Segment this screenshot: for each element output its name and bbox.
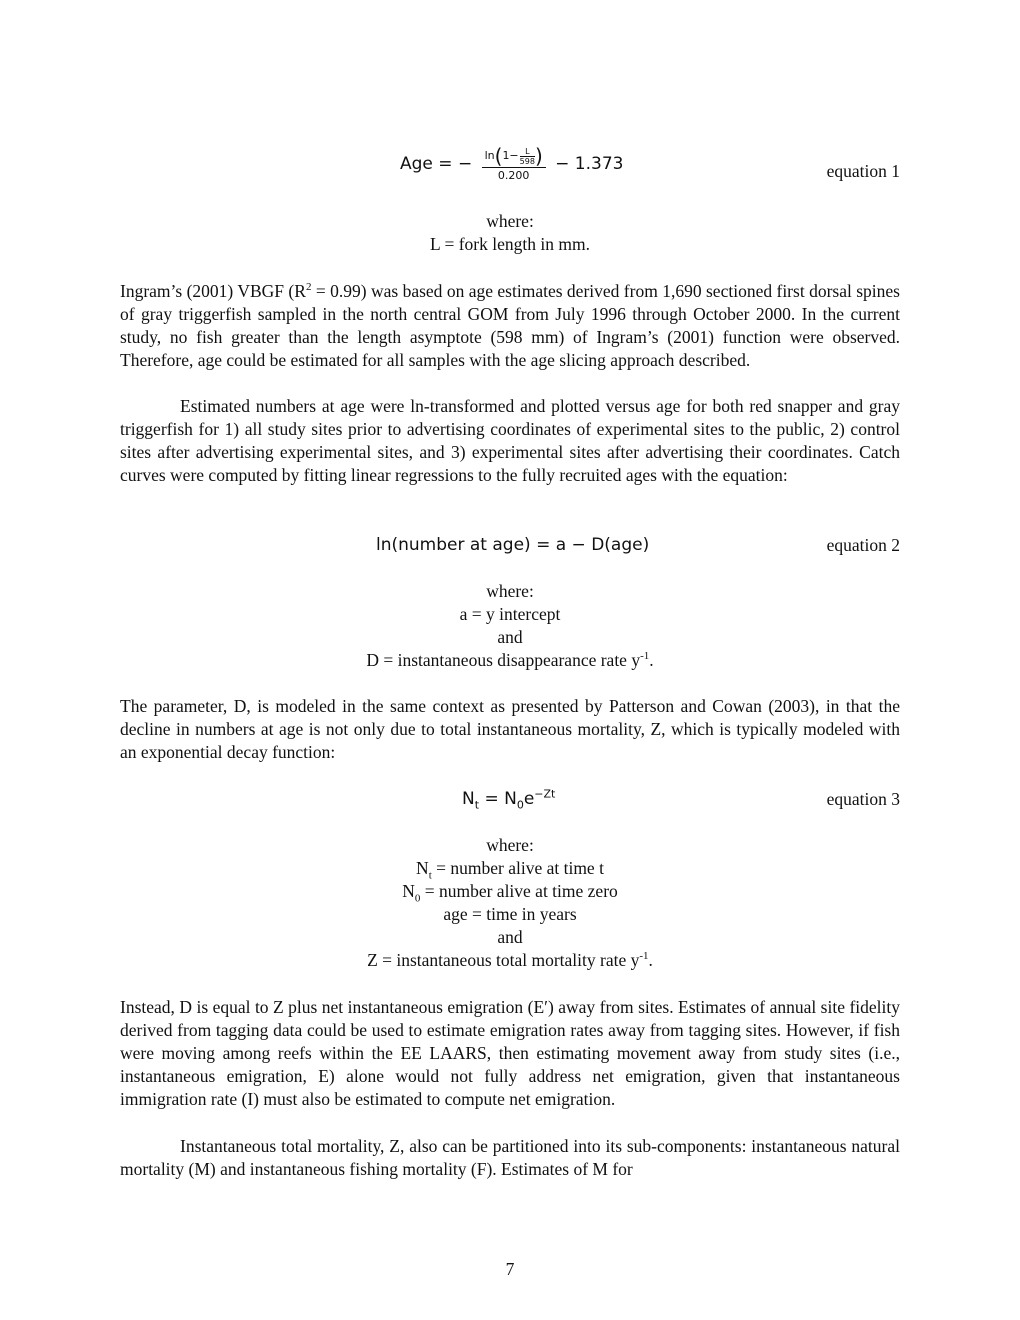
eq1-numerator: ln(1− $\frac{L}{598}$ ) [482,145,546,168]
eq2-and: and [497,627,523,647]
equation-1 [400,145,623,183]
paragraph-1: Ingram’s (2001) VBGF $(R^2 = 0.99)$ was based on age estimates derived from 1,690 sectioned first dorsal spines of gray triggerfish sampled in the north central GOM from July 1996 through October 2000. In the current study, no fish greater than the length asymptote (598 mm) of Ingram’s (2001) function were observed. Therefore, age could be estimated for all samples with the age slicing approach described. [120,281,900,370]
eq1-where: where: [486,211,534,231]
paragraph-4: Instead, D is equal to Z plus net instantaneous emigration (E′) away from sites. Estimates of annual site fidelity derived from tagging data could be used to estimate emigration rates away from tagging sites. However, if fish were moving among reefs within the EE LAARS, then estimating movement away from study sites (i.e., instantaneous emigration, E) alone would not fully address net emigration, given that instantaneous immigration rate (I) must also be estimated to compute net emigration. [120,997,900,1109]
eq1-l-definition: L = fork length in mm. [430,234,590,254]
equation-1-label: equation 1 [826,161,900,181]
equation-2-label: equation 2 [826,535,900,555]
eq1-fraction [482,145,546,183]
eq2-where: where: [486,581,534,601]
equation-2: ln(number at age) = a − D(age) [376,535,650,555]
paragraph-3: The parameter, D, is modeled in the same context as presented by Patterson and Cowan (2003), in that the decline in numbers at age is not only due to total instantaneous mortality, Z, which is typically modeled with an exponential decay function: [120,696,900,762]
eq3-z-definition: Z = instantaneous total mortality rate $y^{-1}$. [367,950,653,970]
eq3-n0-definition: $N_0$ = number alive at time zero [402,881,618,905]
eq3-nt-definition: $N_t$ = number alive at time t [416,858,604,882]
eq2-d-definition: D = instantaneous disappearance rate $y^{-1}$. [366,650,654,670]
paragraph-2: Estimated numbers at age were ln-transformed and plotted versus age for both red snapper and gray triggerfish for 1) all study sites prior to advertising coordinates of experimental sites to the public, 2) control sites after advertising experimental sites, and 3) experimental sites after advertising their coordinates. Catch curves were computed by fitting linear regressions to the fully recruited ages with the equation: [120,396,900,485]
eq3-where: where: [486,835,534,855]
paragraph-5: Instantaneous total mortality, Z, also can be partitioned into its sub-components: instantaneous natural mortality (M) and instantaneous fishing mortality (F). Estimates of M for [120,1136,900,1179]
eq2-a-definition: a = y intercept [459,604,561,624]
eq3-and: and [497,927,523,947]
eq1-tail: − 1.373 [555,154,624,174]
equation-3: $N_t = N_0e^{-Zt}$ [462,787,556,812]
page-number: 7 [505,1259,515,1279]
eq1-lhs: Age = [400,154,453,174]
eq3-age-definition: age = time in years [443,904,577,924]
eq1-denominator: 0.200 [497,169,530,182]
equation-3-label: equation 3 [826,789,900,809]
eq1-minus: − [457,154,473,174]
